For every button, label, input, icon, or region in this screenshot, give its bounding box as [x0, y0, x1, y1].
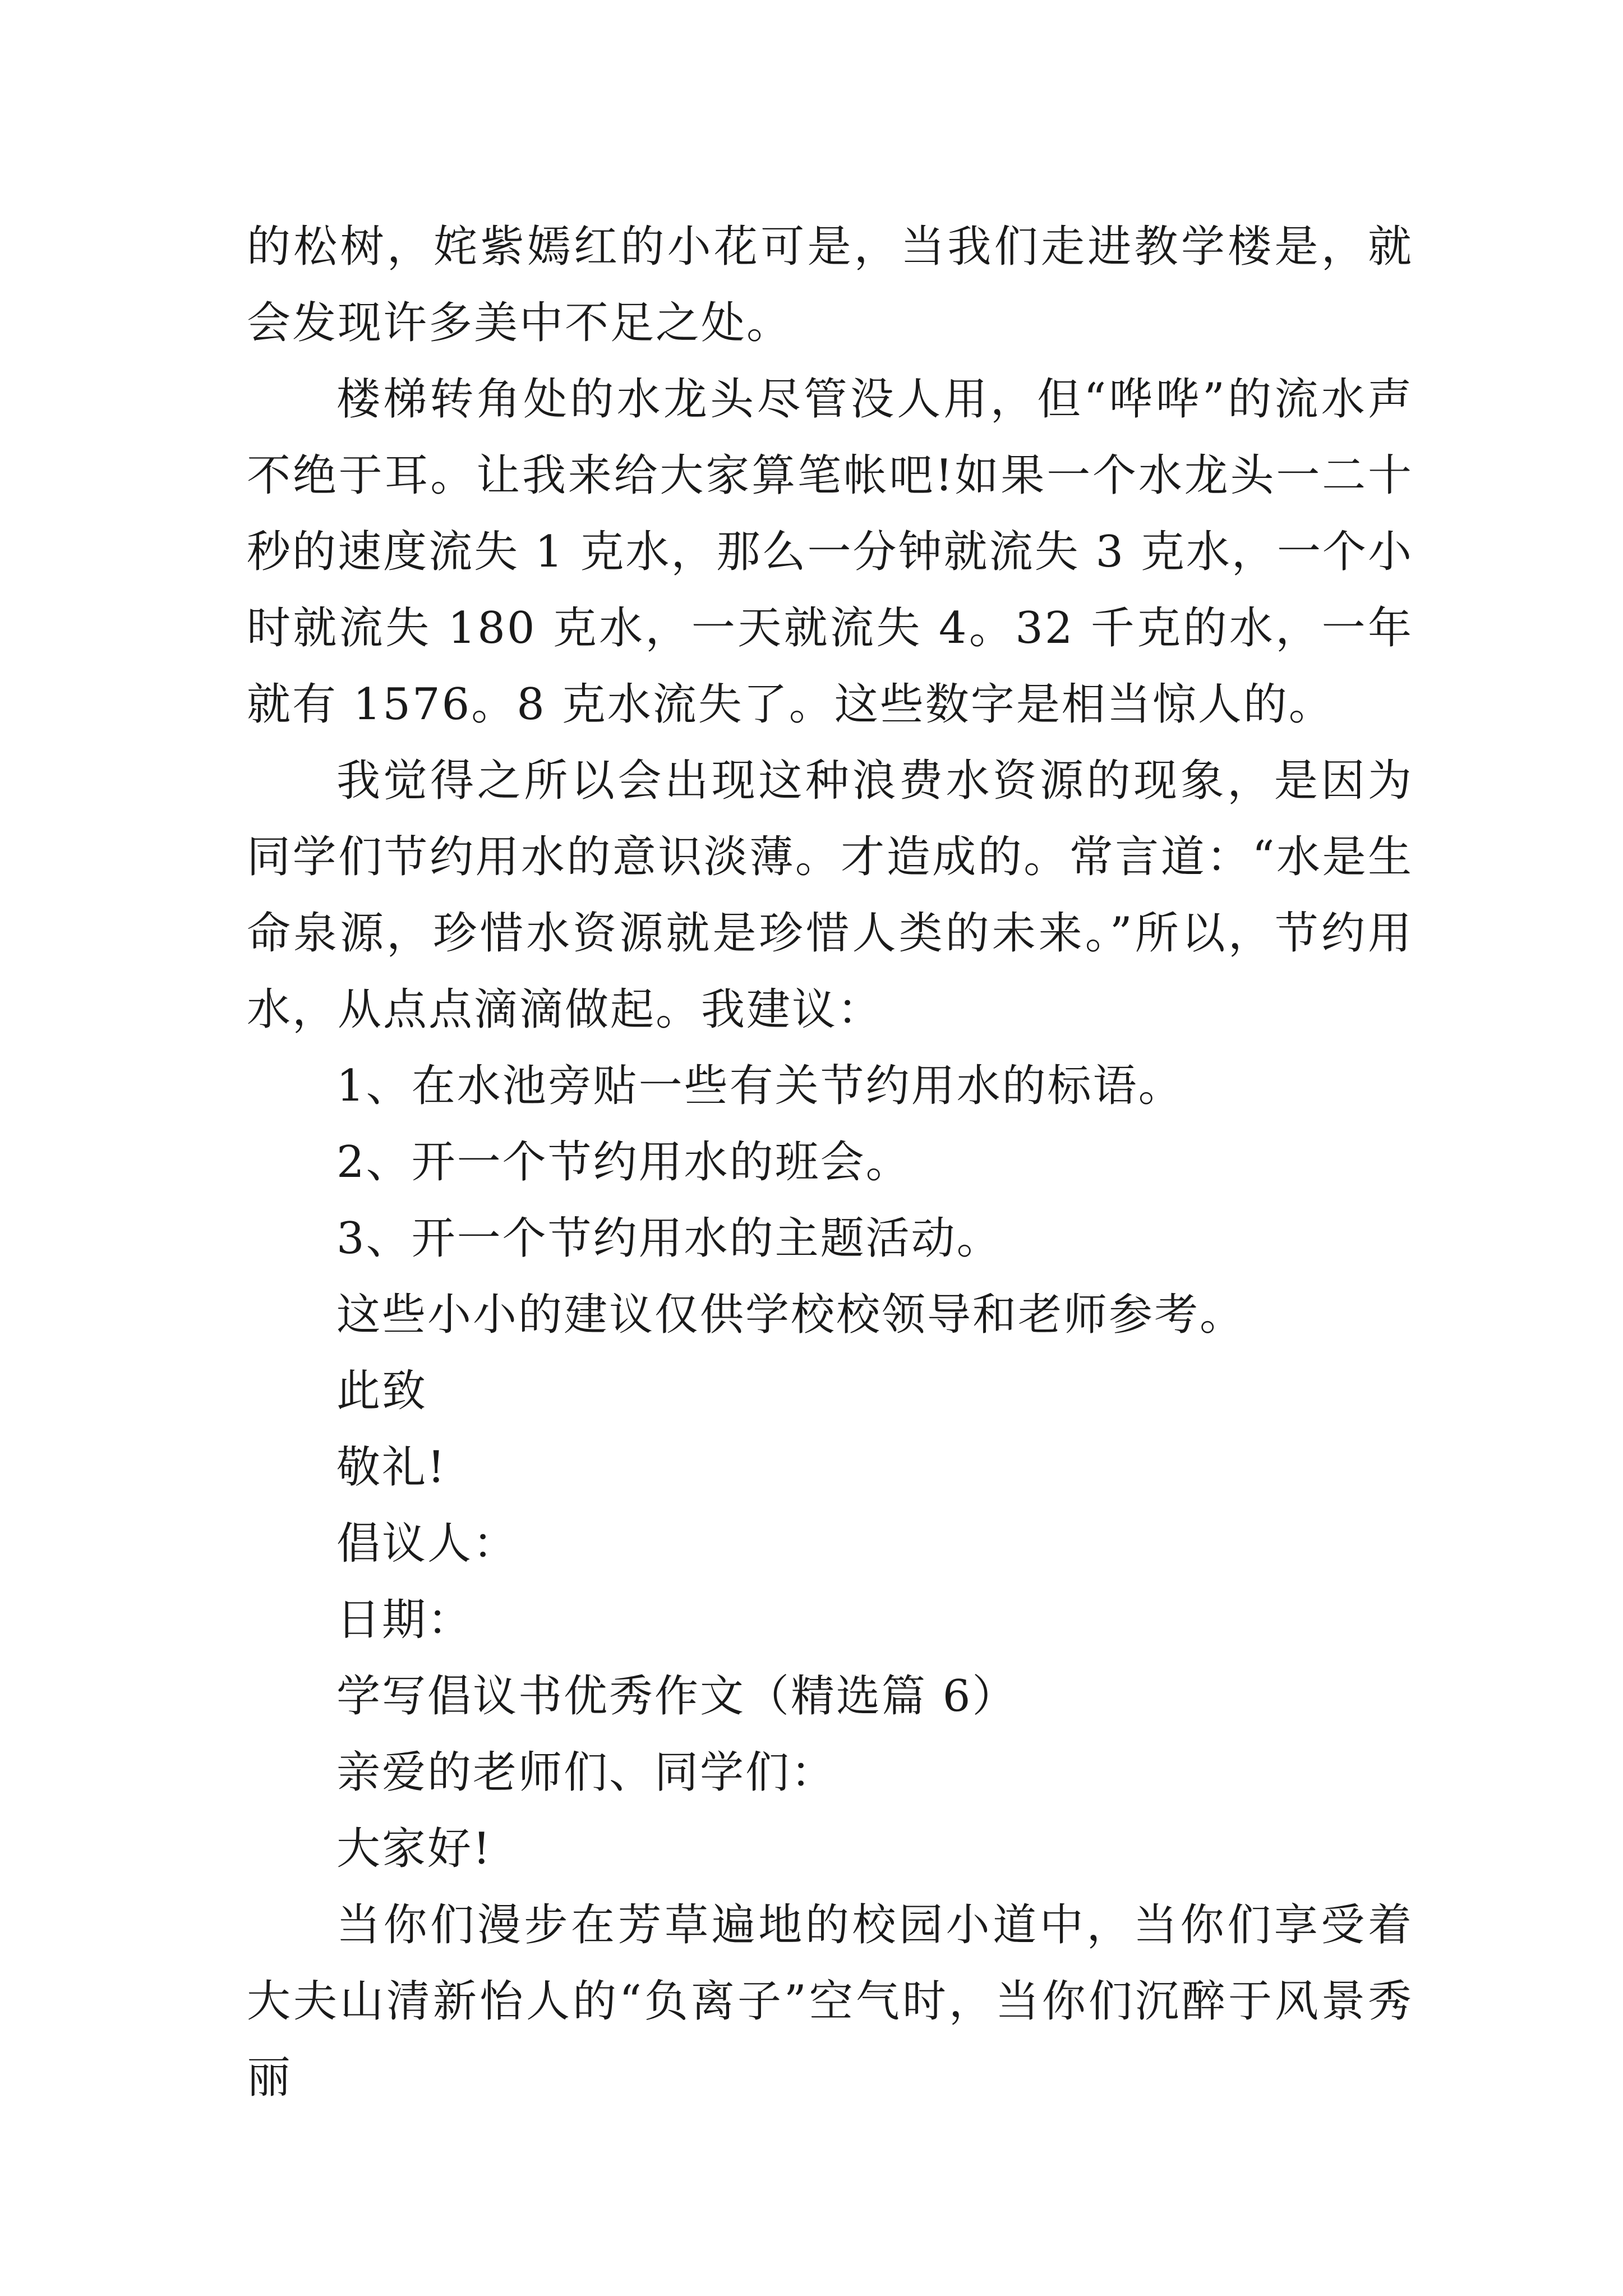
suggestion-item-2: 2、开一个节约用水的班会。	[336, 1137, 911, 1188]
closing-note: 这些小小的建议仅供学校校领导和老师参考。	[336, 1290, 1246, 1340]
section-title: 学写倡议书优秀作文（精选篇 6）	[336, 1671, 1018, 1722]
salutation-jingli: 敬礼!	[336, 1442, 447, 1493]
salutation-cizhi: 此致	[336, 1366, 428, 1416]
paragraph-suggestion-intro: 我觉得之所以会出现这种浪费水资源的现象，是因为同学们节约用水的意识淡薄。才造成的。常言道：“水是生命泉源，珍惜水资源就是珍惜人类的未来。”所以，节约用水，从点点滴滴做起。我建议：	[247, 756, 1413, 1035]
document-body	[247, 209, 1413, 2116]
greeting-hello: 大家好!	[336, 1824, 492, 1874]
greeting-addressee: 亲爱的老师们、同学们：	[336, 1747, 837, 1798]
signature-date: 日期：	[336, 1595, 473, 1645]
paragraph-water-tap: 楼梯转角处的水龙头尽管没人用，但“哗哗”的流水声不绝于耳。让我来给大家算笔帐吧!如果一个水龙头一二十秒的速度流失 1 克水，那么一分钟就流失 3 克水，一个小时就流失 180 克水，一天就流失 4。32 千克的水，一年就有 1576。8 克水流失了。这些数字是相当惊人的。	[247, 374, 1413, 730]
signature-proposer: 倡议人：	[336, 1519, 519, 1569]
paragraph-campus: 当你们漫步在芳草遍地的校园小道中，当你们享受着大夫山清新怡人的“负离子”空气时，当你们沉醉于风景秀丽	[247, 1900, 1413, 2103]
suggestion-item-3: 3、开一个节约用水的主题活动。	[336, 1213, 1002, 1264]
paragraph-continuation: 的松树，姹紫嫣红的小花可是，当我们走进教学楼是，就会发现许多美中不足之处。	[247, 222, 1413, 348]
suggestion-item-1: 1、在水池旁贴一些有关节约用水的标语。	[336, 1061, 1184, 1111]
